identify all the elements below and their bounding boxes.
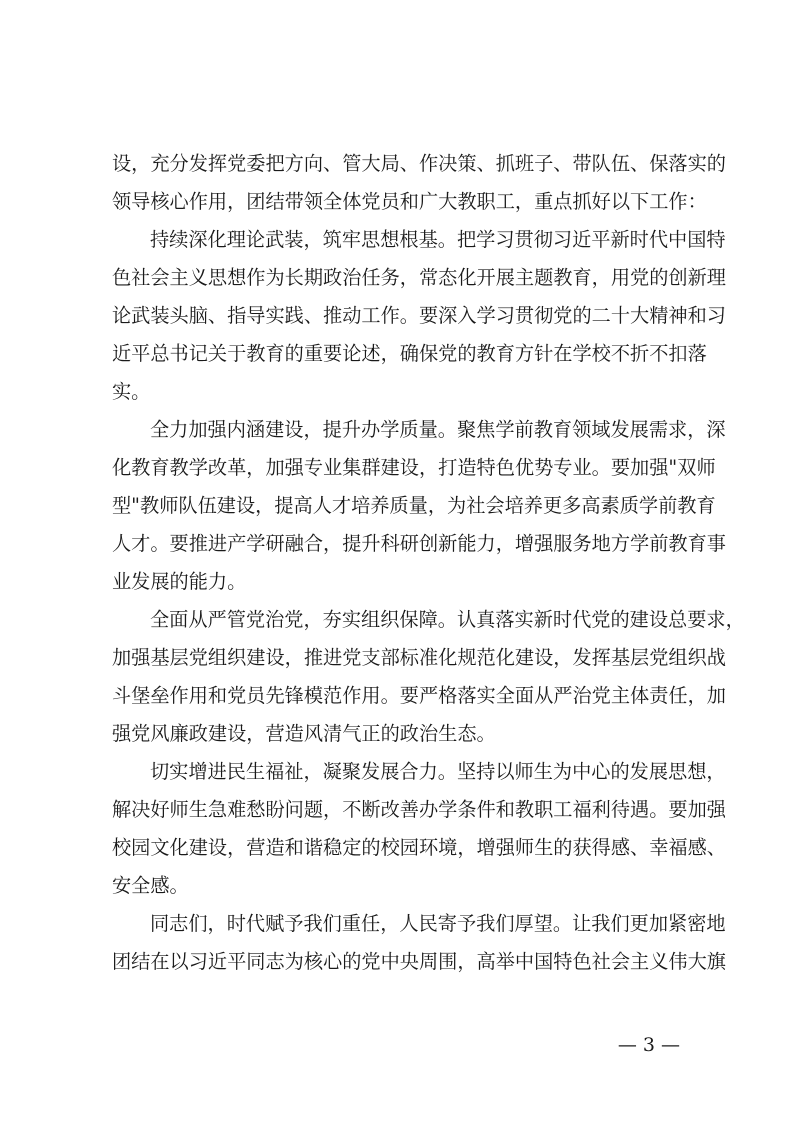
text-line: 解决好师生急难愁盼问题，不断改善办学条件和教职工福利待遇。要加强 xyxy=(112,798,726,821)
paragraph-heading-line: 切实增进民生福祉，凝聚发展合力。坚持以师生为中心的发展思想， xyxy=(150,760,726,783)
text-line: 近平总书记关于教育的重要论述，确保党的教育方针在学校不折不扣落 xyxy=(112,342,707,365)
page-number: — 3 — xyxy=(617,1034,680,1056)
paragraph-heading-line: 全面从严管党治党，夯实组织保障。认真落实新时代党的建设总要求， xyxy=(150,608,745,631)
text-line: 色社会主义思想作为长期政治任务，常态化开展主题教育，用党的创新理 xyxy=(112,266,726,289)
text-line: 型"教师队伍建设，提高人才培养质量，为社会培养更多高素质学前教育 xyxy=(112,494,716,517)
text-line: 设，充分发挥党委把方向、管大局、作决策、抓班子、带队伍、保落实的 xyxy=(112,152,726,175)
text-line: 团结在以习近平同志为核心的党中央周围，高举中国特色社会主义伟大旗 xyxy=(112,950,726,973)
paragraph-line: 同志们，时代赋予我们重任，人民寄予我们厚望。让我们更加紧密地 xyxy=(150,912,726,935)
text-line: 领导核心作用，团结带领全体党员和广大教职工，重点抓好以下工作： xyxy=(112,190,707,213)
text-line: 实。 xyxy=(112,380,151,403)
text-line: 斗堡垒作用和党员先锋模范作用。要严格落实全面从严治党主体责任，加 xyxy=(112,684,726,707)
text-line: 安全感。 xyxy=(112,874,189,897)
paragraph-heading-line: 全力加强内涵建设，提升办学质量。聚焦学前教育领域发展需求，深 xyxy=(150,418,726,441)
text-line: 业发展的能力。 xyxy=(112,570,247,593)
text-line: 化教育教学改革，加强专业集群建设，打造特色优势专业。要加强"双师 xyxy=(112,456,716,479)
paragraph-heading-line: 持续深化理论武装，筑牢思想根基。把学习贯彻习近平新时代中国特 xyxy=(150,228,726,251)
text-line: 校园文化建设，营造和谐稳定的校园环境，增强师生的获得感、幸福感、 xyxy=(112,836,726,859)
text-line: 论武装头脑、指导实践、推动工作。要深入学习贯彻党的二十大精神和习 xyxy=(112,304,726,327)
text-line: 人才。要推进产学研融合，提升科研创新能力，增强服务地方学前教育事 xyxy=(112,532,726,555)
text-line: 强党风廉政建设，营造风清气正的政治生态。 xyxy=(112,722,496,745)
text-line: 加强基层党组织建设，推进党支部标准化规范化建设，发挥基层党组织战 xyxy=(112,646,726,669)
